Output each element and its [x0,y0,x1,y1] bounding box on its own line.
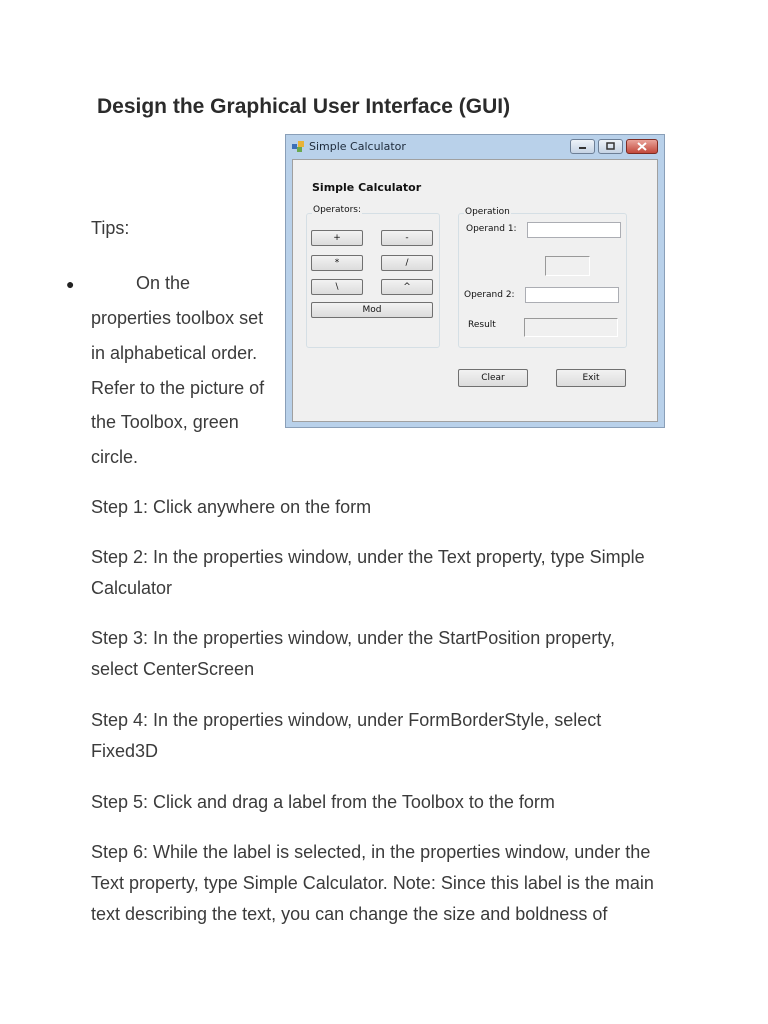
window-titlebar [286,135,664,159]
power-button[interactable]: ^ [381,279,433,295]
page-title: Design the Graphical User Interface (GUI) [97,95,511,118]
minimize-button[interactable] [570,139,595,154]
exit-button[interactable]: Exit [556,369,626,387]
divide-button[interactable]: / [381,255,433,271]
operator-display-label [545,256,590,276]
window-title: Simple Calculator [309,140,406,153]
multiply-button[interactable]: * [311,255,363,271]
int-divide-button[interactable]: \ [311,279,363,295]
clear-button[interactable]: Clear [458,369,528,387]
result-display [524,318,618,337]
step-5: Step 5: Click and drag a label from the Toolbox to the form [91,792,555,812]
operand1-label: Operand 1: [466,224,517,234]
step-2: Step 2: In the properties window, under the Text property, type Simple Calculator [91,547,645,598]
result-label: Result [468,320,496,330]
form-heading-label: Simple Calculator [312,181,422,194]
close-button[interactable] [626,139,658,154]
tip-line: On the [136,273,191,293]
tip-line: in alphabetical order. [91,343,258,363]
mod-button[interactable]: Mod [311,302,433,318]
step-6: Step 6: While the label is selected, in the properties window, under the Text property, type Simple Calculator. Note: Since this label is the main text describing the text, you can change the size and boldness of [91,842,654,924]
operators-group-caption: Operators: [313,205,362,215]
form-client-area [292,159,658,422]
add-button[interactable]: + [311,230,363,246]
tip-line: the Toolbox, green [91,412,239,432]
calculator-window-screenshot [285,134,665,428]
tips-label: Tips: [91,218,130,238]
tip-line: Refer to the picture of [91,378,265,398]
app-icon [292,141,304,152]
operation-group-caption: Operation [465,207,510,217]
tip-line: properties toolbox set [91,308,264,328]
step-4: Step 4: In the properties window, under FormBorderStyle, select Fixed3D [91,710,602,761]
maximize-button[interactable] [598,139,623,154]
minimize-icon [571,140,594,153]
bullet-marker: ● [66,276,75,292]
operand1-input[interactable] [527,222,621,238]
close-icon [627,140,657,153]
maximize-icon [599,140,622,153]
subtract-button[interactable]: - [381,230,433,246]
operand2-input[interactable] [525,287,619,303]
operand2-label: Operand 2: [464,290,515,300]
tip-line: circle. [91,447,139,467]
step-1: Step 1: Click anywhere on the form [91,497,372,517]
step-3: Step 3: In the properties window, under the StartPosition property, select CenterScreen [91,628,615,679]
